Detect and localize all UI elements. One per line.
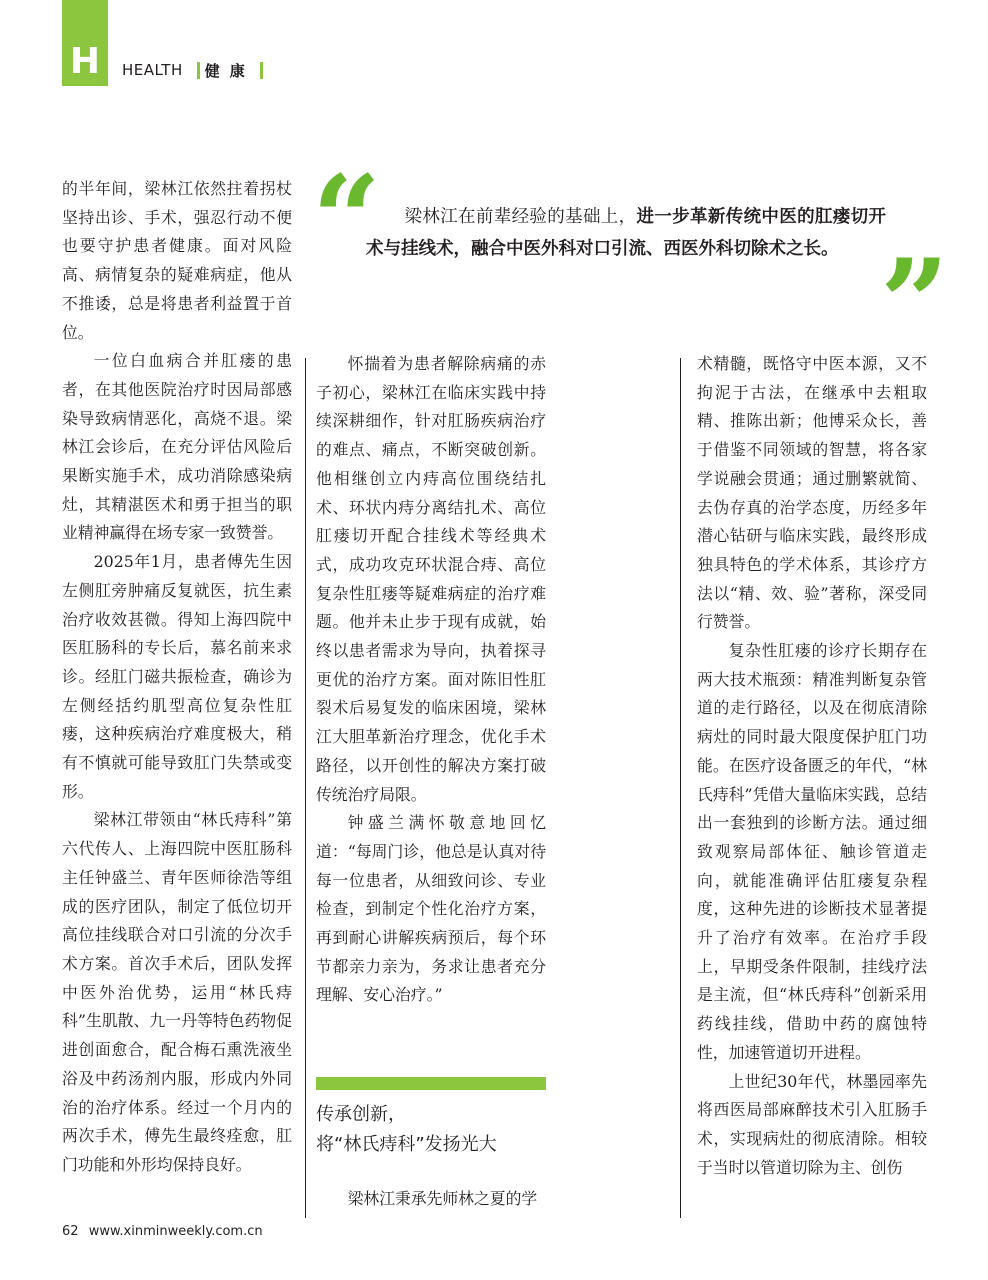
pull-quote — [366, 201, 886, 265]
paragraph: 钟盛兰满怀敬意地回忆道：“每周门诊，他总是认真对待每一位患者，从细致问诊、专业检查，到制定个性化治疗方案，再到耐心讲解疾病预后，每个环节都亲力亲为，务求让患者充分理解、安心治疗。” — [316, 813, 546, 1005]
article-column-right — [697, 350, 927, 1182]
paragraph: 梁林江带领由“林氏痔科”第六代传人、上海四院中医肛肠科主任钟盛兰、青年医师徐浩等组成的医疗团队，制定了低位切开高位挂线联合对口引流的分次手术方案。首次手术后，团队发挥中医外治优势，运用“林氏痔科”生肌散、九一丹等特色药物促进创面愈合，配合梅石熏洗液坐浴及中药汤剂内服，形成内外同治的治疗体系。经过一个月内的两次手术，傅先生最终痊愈，肛门功能和外形均保持良好。 — [62, 810, 292, 1174]
subhead-bar — [316, 1077, 546, 1090]
close-quote-icon: ” — [880, 233, 950, 374]
open-quote-icon: “ — [312, 149, 382, 290]
article-column-middle — [316, 350, 546, 1010]
section-letter: H — [69, 41, 101, 82]
paragraph: 术精髓，既恪守中医本源，又不拘泥于古法，在继承中去粗取精、推陈出新；他博采众长，善于借鉴不同领域的智慧，将各家学说融会贯通；通过删繁就简、去伪存真的治学态度，历经多年潜心钻研与临床实践，最终形成独具特色的学术体系，其诊疗方法以“精、效、验”著称，深受同行赞誉。 — [697, 354, 927, 632]
article-column-left — [62, 175, 292, 1180]
paragraph: 梁林江秉承先师林之夏的学 — [347, 1189, 538, 1208]
section-divider — [197, 62, 200, 79]
website-url: www.xinminweekly.com.cn — [88, 1224, 263, 1239]
article-column-middle-tail — [316, 1185, 546, 1214]
section-name-cn: 健康 — [204, 61, 255, 80]
subhead-line: 将“林氏痔科”发扬光大 — [316, 1134, 497, 1155]
paragraph: 怀揣着为患者解除病痛的赤子初心，梁林江在临床实践中持续深耕细作，针对肛肠疾病治疗的难点、痛点，不断突破创新。他相继创立内痔高位围绕结扎术、环状内痔分离结扎术、高位肛瘘切开配合挂线术等经典术式，成功攻克环状混合痔、高位复杂性肛瘘等疑难病症的治疗难题。他并未止步于现有成就，始终以患者需求为导向，执着探寻更优的治疗方案。面对陈旧性肛裂术后易复发的临床困境，梁林江大胆革新治疗理念，优化手术路径，以开创性的解决方案打破传统治疗局限。 — [316, 354, 546, 804]
paragraph: 一位白血病合并肛瘘的患者，在其他医院治疗时因局部感染导致病情恶化，高烧不退。梁林江会诊后，在充分评估风险后果断实施手术，成功消除感染病灶，其精湛医术和勇于担当的职业精神赢得在场专家一致赞誉。 — [62, 351, 292, 543]
section-name-en: HEALTH — [122, 61, 183, 79]
subhead-line: 传承创新， — [316, 1104, 406, 1125]
pull-quote-bold: 进一步革新传统中医的肛瘘切开术与挂线术，融合中医外科对口引流、西医外科切除术之长。 — [366, 207, 886, 259]
paragraph: 复杂性肛瘘的诊疗长期存在两大技术瓶颈：精准判断复杂管道的走行路径，以及在彻底清除病灶的同时最大限度保护肛门功能。在医疗设备匮乏的年代，“林氏痔科”凭借大量临床实践，总结出一套独到的诊断方法。通过细致观察局部体征、触诊管道走向，就能准确评估肛瘘复杂程度，这种先进的诊断技术显著提升了治疗有效率。在治疗手段上，早期受条件限制，挂线疗法是主流，但“林氏痔科”创新采用药线挂线，借助中药的腐蚀特性，加速管道切开进程。 — [697, 641, 927, 1062]
column-divider — [305, 358, 306, 1218]
paragraph: 2025年1月，患者傅先生因左侧肛旁肿痛反复就医，抗生素治疗收效甚微。得知上海四院中医肛肠科的专长后，慕名前来求诊。经肛门磁共振检查，确诊为左侧经括约肌型高位复杂性肛瘘，这种疾病治疗难度极大，稍有不慎就可能导致肛门失禁或变形。 — [62, 552, 292, 801]
pull-quote-lead: 梁林江在前辈经验的基础上， — [404, 207, 637, 227]
page-number: 62 — [62, 1224, 79, 1239]
section-label — [122, 60, 263, 80]
paragraph: 的半年间，梁林江依然拄着拐杖坚持出诊、手术，强忍行动不便也要守护患者健康。面对风险高、病情复杂的疑难病症，他从不推诿，总是将患者利益置于首位。 — [62, 179, 292, 342]
paragraph: 上世纪30年代，林墨园率先将西医局部麻醉技术引入肛肠手术，实现病灶的彻底清除。相较于当时以管道切除为主、创伤 — [697, 1071, 927, 1177]
section-divider — [260, 62, 263, 79]
page-footer — [62, 1224, 263, 1239]
subhead — [316, 1100, 556, 1160]
column-divider — [680, 358, 681, 1218]
